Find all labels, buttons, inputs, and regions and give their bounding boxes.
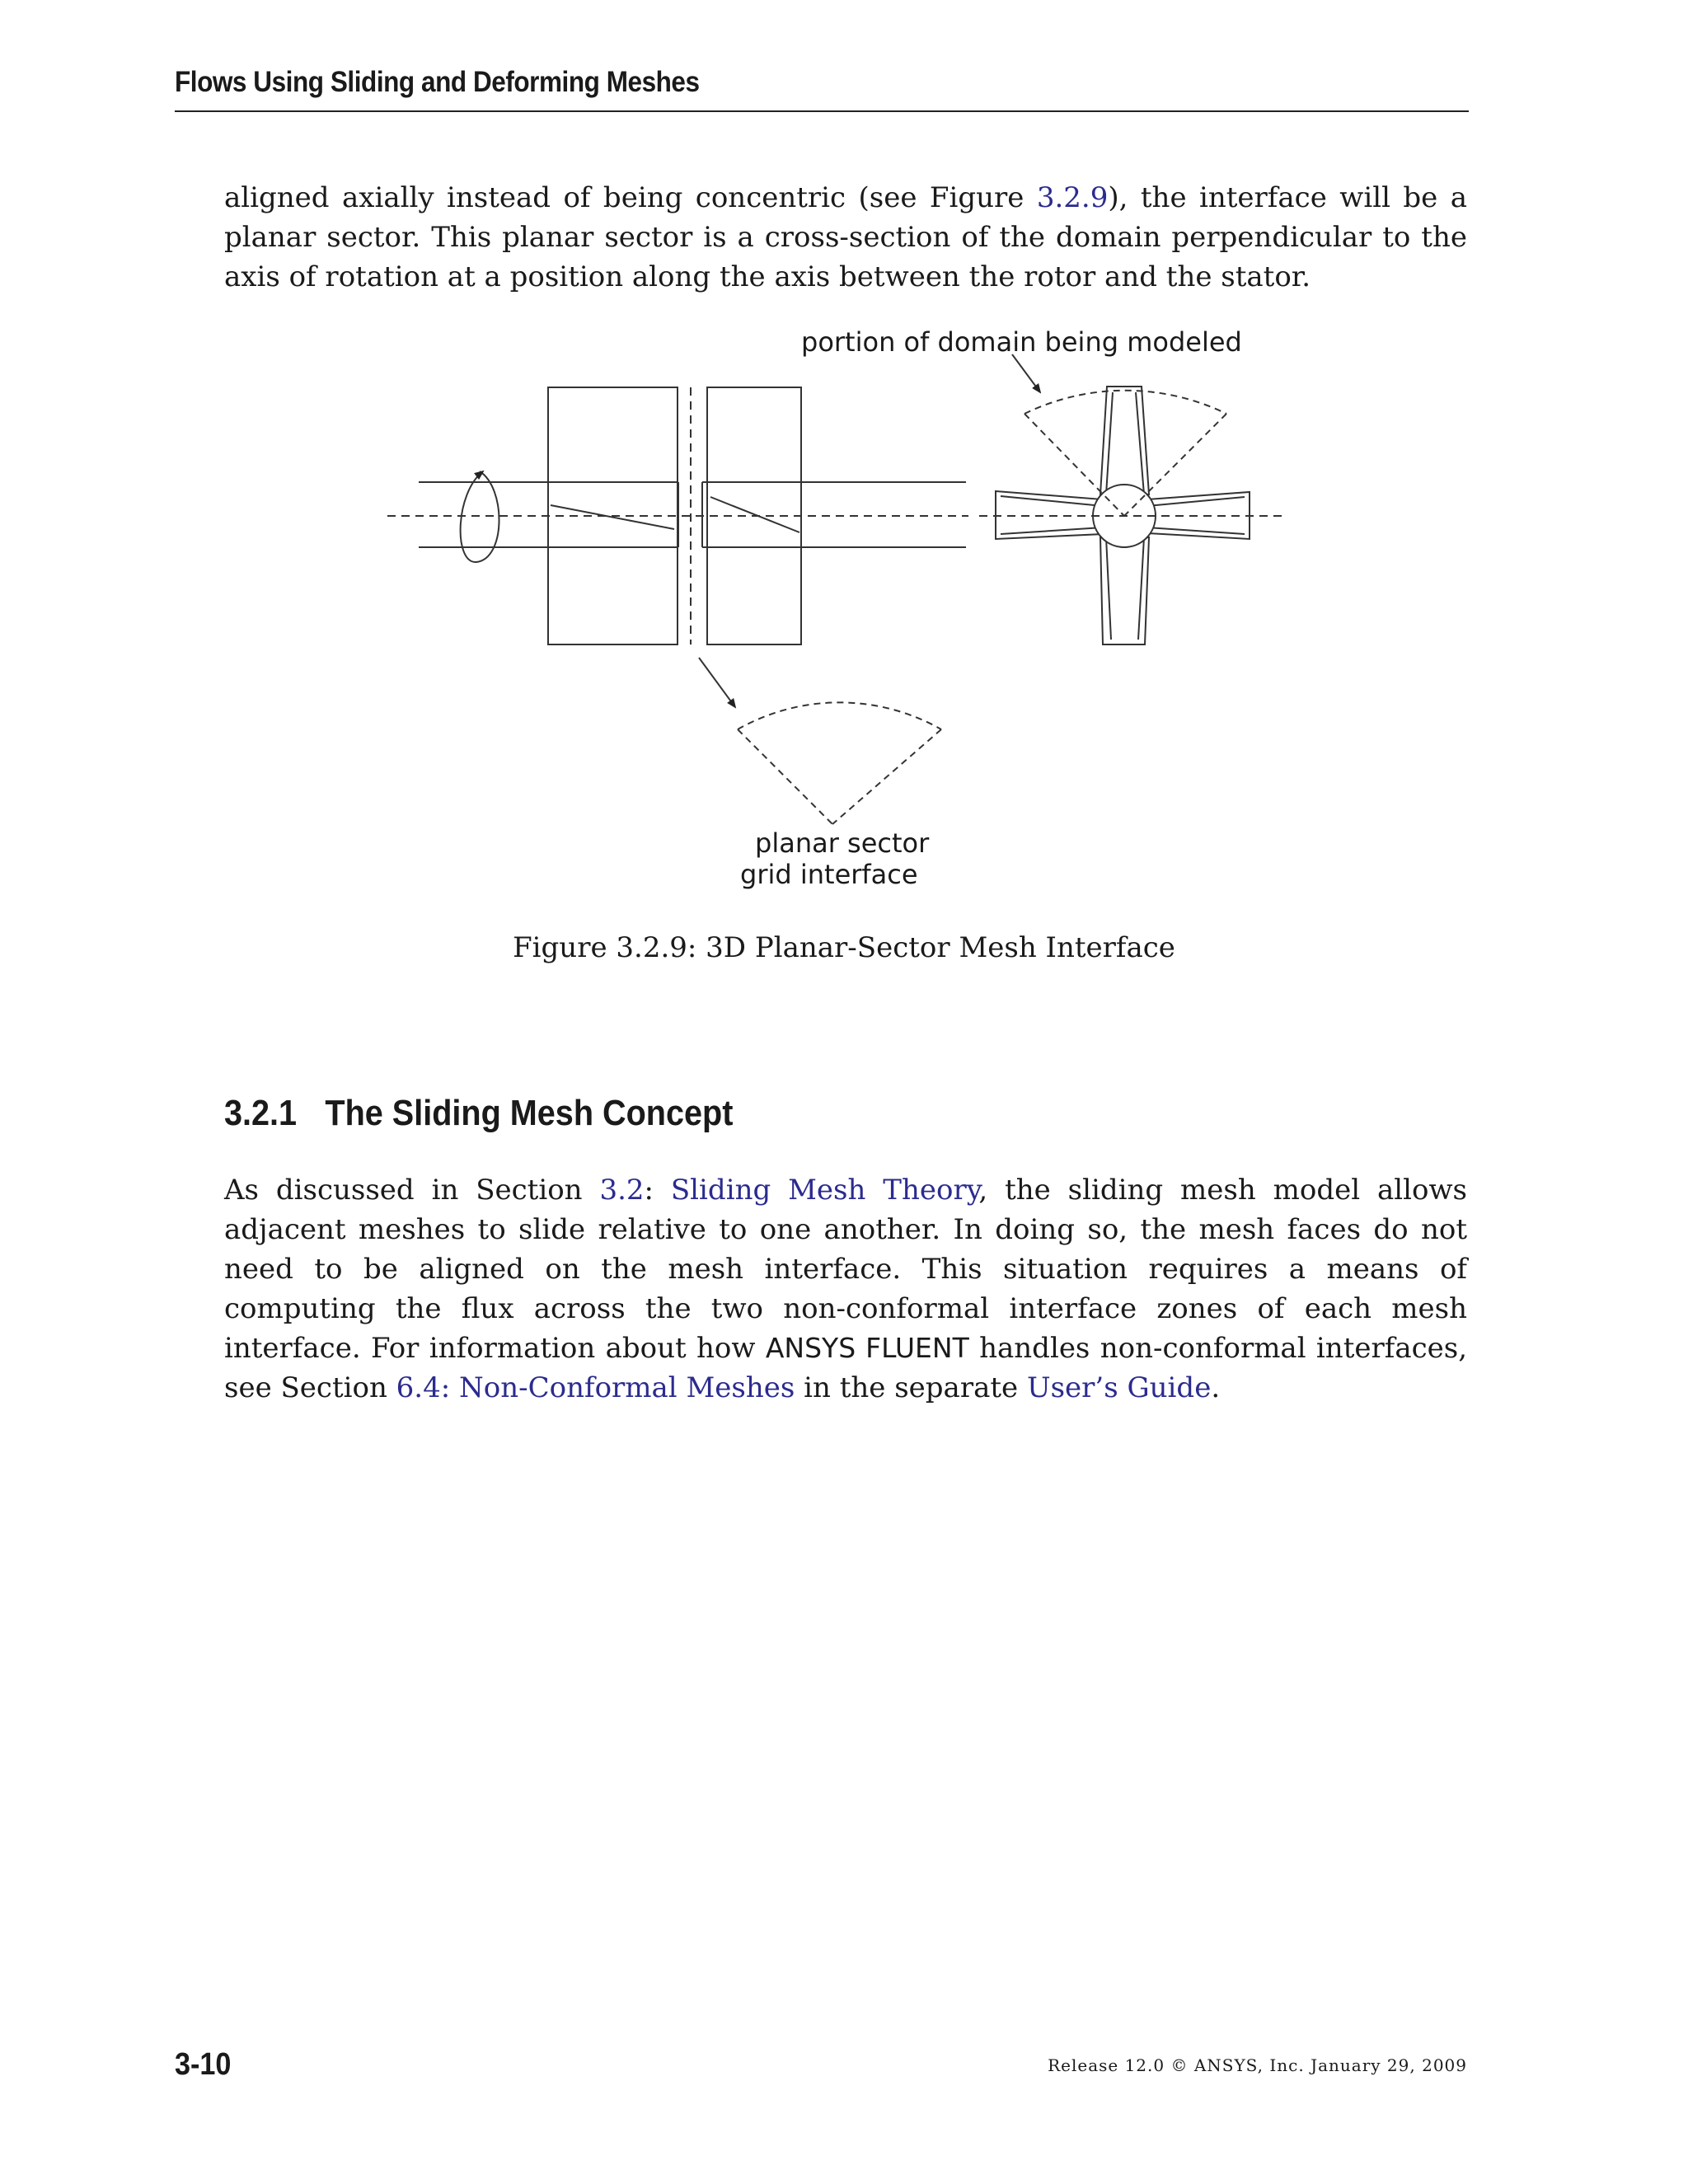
product-name: ANSYS FLUENT (765, 1332, 969, 1364)
section-text-4: in the separate (795, 1371, 1027, 1404)
section-heading (224, 1093, 733, 1134)
running-header-title: Flows Using Sliding and Deforming Meshes (175, 66, 700, 98)
non-conformal-meshes-link[interactable]: 6.4: Non-Conformal Meshes (396, 1371, 795, 1404)
label-domain: portion of domain being modeled (801, 326, 1242, 358)
figure-caption: Figure 3.2.9: 3D Planar-Sector Mesh Interface (513, 931, 1175, 964)
intro-text-end: ), the interface will be a planar sector. This planar sector is a cross-section of the domain perpendicular to the axis of rotation at a position along the axis between the rotor and the stator. (224, 181, 1467, 293)
section-text-3: handles non-conformal interfaces, see Section (224, 1332, 1468, 1404)
label-planar-sector: planar sector (755, 827, 930, 859)
page-number: 3-10 (175, 2047, 232, 2082)
section-text-5: . (1211, 1371, 1221, 1404)
section-text-1: As discussed in Section (224, 1174, 600, 1207)
stator-blade-line (710, 497, 799, 532)
section-text-2: , the sliding mesh model allows adjacent meshes to slide relative to one another. In doing so, the mesh faces do not need to be aligned on the mesh interface. This situation requires a means of computing the flux across the two non-conformal interface zones of each mesh interface. For information about how (224, 1174, 1467, 1365)
rotor-blade-line (551, 505, 674, 529)
section-colon: : (644, 1174, 671, 1207)
rotation-arrow-icon (461, 471, 499, 562)
sliding-mesh-theory-link[interactable]: Sliding Mesh Theory (670, 1174, 979, 1207)
release-info: Release 12.0 © ANSYS, Inc. January 29, 2009 (1048, 2055, 1467, 2075)
figure-planar-sector (0, 0, 1688, 923)
section-paragraph (224, 1170, 1467, 1408)
domain-pointer-arrow (1012, 354, 1040, 392)
users-guide-link[interactable]: User’s Guide (1026, 1371, 1212, 1404)
intro-text-start: aligned axially instead of being concentric (see Figure (224, 181, 1037, 214)
sector-pointer-arrow (699, 658, 735, 707)
planar-sector-shape (738, 702, 941, 824)
label-grid-interface: grid interface (740, 859, 918, 890)
section-number: 3.2.1 (224, 1093, 298, 1133)
figure-drawing (0, 0, 1688, 923)
figure-ref-link[interactable]: 3.2.9 (1036, 181, 1109, 214)
section-title: The Sliding Mesh Concept (325, 1093, 734, 1133)
section-ref-link[interactable]: 3.2 (599, 1174, 645, 1207)
